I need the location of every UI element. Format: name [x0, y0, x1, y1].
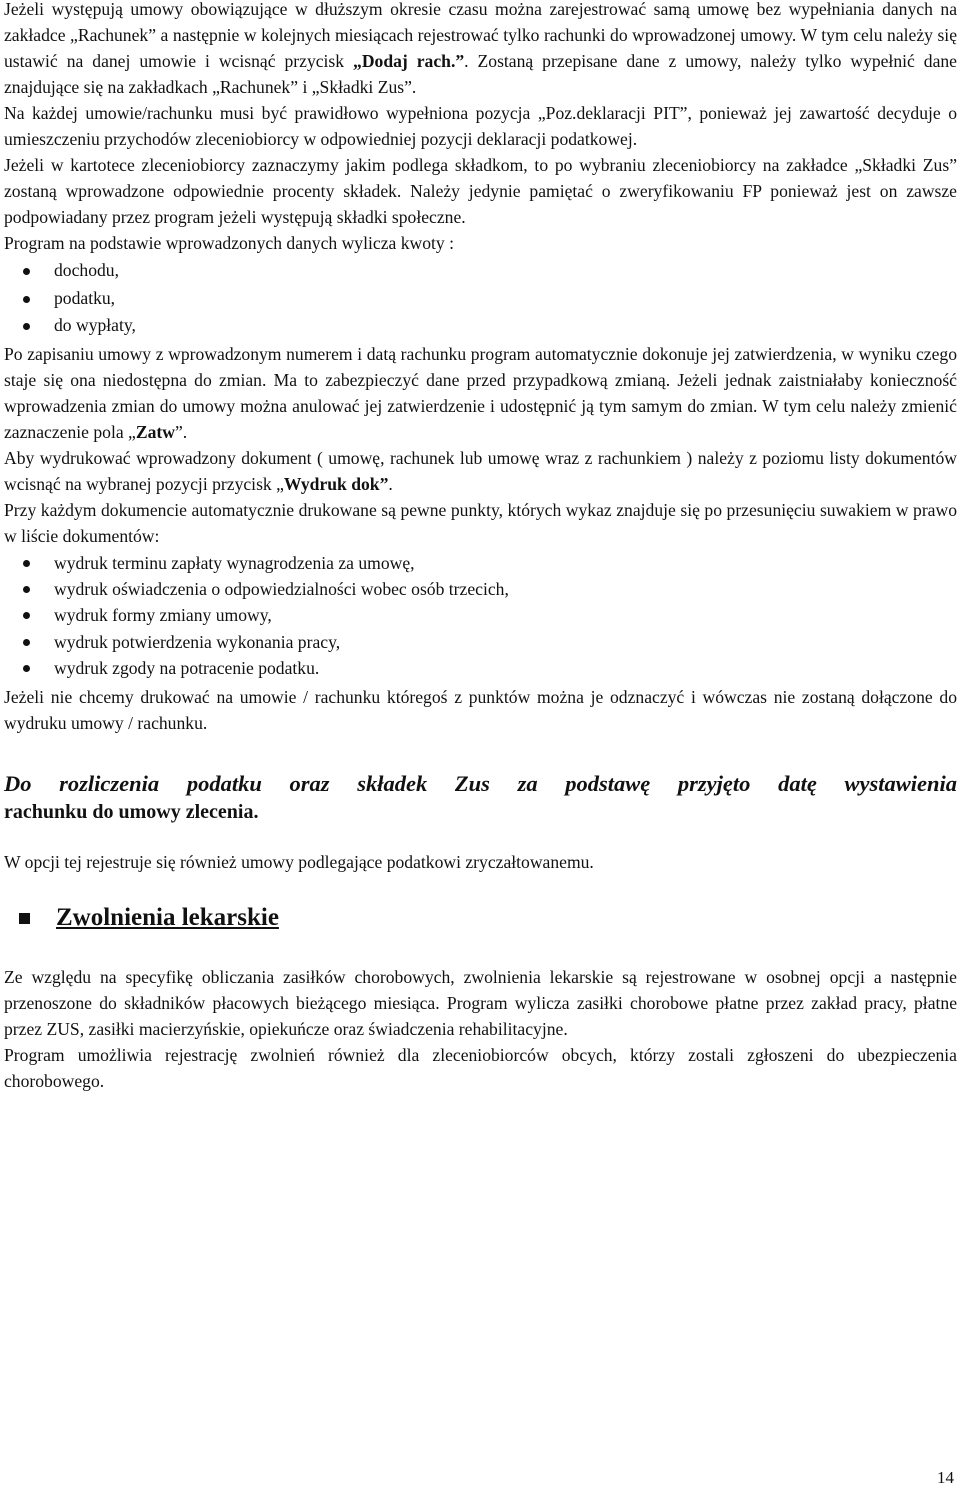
list-item: do wypłaty, — [4, 312, 957, 340]
paragraph-text: . Zostaną przepisane dane z umowy, należy tylko wypełnić dane znajdujące się na zakładkach „Rachunek” i „Składki Zus”. — [4, 51, 957, 97]
list-item: podatku, — [4, 285, 957, 313]
bullet-icon — [23, 323, 30, 330]
spacer — [4, 736, 957, 769]
paragraph-text: . — [388, 473, 393, 494]
zatw-label: Zatw — [135, 421, 175, 442]
heading-rozliczenie — [4, 769, 957, 798]
paragraph-punkty: Przy każdym dokumencie automatycznie drukowane są pewne punkty, których wykaz znajduje się po przesunięciu suwakiem w prawo w liście dokumentów: — [4, 499, 957, 546]
list-item: wydruk terminu zapłaty wynagrodzenia za umowę, — [4, 550, 957, 576]
bullet-icon — [23, 560, 30, 567]
list-item: wydruk zgody na potracenie podatku. — [4, 655, 957, 681]
list-item: wydruk potwierdzenia wykonania pracy, — [4, 629, 957, 655]
spacer — [4, 875, 957, 903]
list-item: dochodu, — [4, 257, 957, 285]
bullet-icon — [23, 268, 30, 275]
paragraph-text: Jeżeli występują umowy obowiązujące w dłuższym okresie czasu można zarejestrować samą umowę bez wypełniania danych na zakładce „Rachunek” a następnie w kolejnych miesiącach rejestrować tylko rachunki do wprowadzonej umowy. W tym celu należy się ustawić na danej umowie i wcisnąć przycisk — [4, 0, 957, 71]
paragraph-text: Po zapisaniu umowy z wprowadzonym numerem i datą rachunku program automatycznie dokonuje jej zatwierdzenia, w wyniku czego staje się ona niedostępna do zmian. Ma to zabezpieczyć dane przed przypadkową zmianą. Jeżeli jednak zaistniałaby konieczność wprowadzenia zmian do umowy można anulować jej zatwierdzenie i udostępnić ją tym samym do zmian. W tym celu należy zmienić zaznaczenie pola „ — [4, 343, 957, 442]
paragraph-zatwierdzenie — [4, 341, 957, 445]
square-bullet-icon — [19, 913, 30, 924]
bullet-icon — [23, 639, 30, 646]
paragraph-zleceniobiorcy-obcy: Program umożliwia rejestrację zwolnień również dla zleceniobiorców obcych, którzy zostali zgłoszeni do ubezpieczenia chorobowego. — [4, 1044, 957, 1091]
page-number: 14 — [937, 1468, 954, 1487]
paragraph-text: Aby wydrukować wprowadzony dokument ( umowę, rachunek lub umowę wraz z rachunkiem ) należy z poziomu listy dokumentów wcisnąć na wybranej pozycji przycisk „ — [4, 447, 957, 494]
document-page — [4, 0, 957, 1094]
paragraph-zryczaltowany: W opcji tej rejestruje się również umowy podlegające podatkowi zryczałtowanemu. — [4, 851, 594, 872]
wydruk-dok-label: Wydruk dok” — [283, 473, 389, 494]
section-heading-text: Zwolnienia lekarskie — [56, 903, 279, 931]
paragraph-poz-deklaracji: Na każdej umowie/rachunku musi być prawidłowo wypełniona pozycja „Poz.deklaracji PIT”, ponieważ jej zawartość decyduje o umieszczeniu przychodów zleceniobiorcy w odpowiedniej pozycji deklaracji podatkowej. — [4, 103, 957, 149]
paragraph-program-wylicza: Program na podstawie wprowadzonych danych wylicza kwoty : — [4, 233, 454, 253]
list-wydruki — [4, 550, 957, 682]
paragraph-wydruk — [4, 445, 957, 497]
paragraph-skladki-zus: Jeżeli w kartotece zleceniobiorcy zaznaczymy jakim podlega składkom, to po wybraniu zleceniobiorcy na zakładce „Składki Zus” zostaną wprowadzone odpowiednie procenty składek. Należy jedynie pamiętać o zweryfikowaniu FP ponieważ jest on zawsze podpowiadany przez program jeżeli występują składki społeczne. — [4, 155, 957, 227]
paragraph-zasilki: Ze względu na specyfikę obliczania zasiłków chorobowych, zwolnienia lekarskie są rejestrowane w osobnej opcji a następnie przenoszone do składników płacowych bieżącego miesiąca. Program wylicza zasiłki chorobowe płatne przez zakład pracy, płatne przez ZUS, zasiłki macierzyńskie, opiekuńcze oraz świadczenia rehabilitacyjne. — [4, 966, 957, 1039]
spacer — [4, 826, 957, 849]
dodaj-rach-label: „Dodaj rach.” — [353, 51, 465, 71]
bullet-icon — [23, 665, 30, 672]
list-item: wydruk oświadczenia o odpowiedzialności wobec osób trzecich, — [4, 576, 957, 602]
bullet-icon — [23, 296, 30, 303]
spacer — [4, 933, 957, 964]
bullet-icon — [23, 586, 30, 593]
list-kwoty — [4, 257, 957, 340]
list-item: wydruk formy zmiany umowy, — [4, 602, 957, 628]
heading-rozliczenie-cont: rachunku do umowy zlecenia. — [4, 800, 259, 823]
bullet-icon — [23, 612, 30, 619]
paragraph-umowy-dluzszy-okres — [4, 0, 957, 100]
section-heading-zwolnienia — [4, 903, 957, 933]
paragraph-odznaczenie: Jeżeli nie chcemy drukować na umowie / rachunku któregoś z punktów można je odznaczyć i wówczas nie zostaną dołączone do wydruku umowy / rachunku. — [4, 686, 957, 733]
heading-italic-text: Do rozliczenia podatku oraz składek Zus za podstawę przyjęto datę wystawienia — [4, 770, 957, 796]
paragraph-text: ”. — [174, 421, 188, 442]
